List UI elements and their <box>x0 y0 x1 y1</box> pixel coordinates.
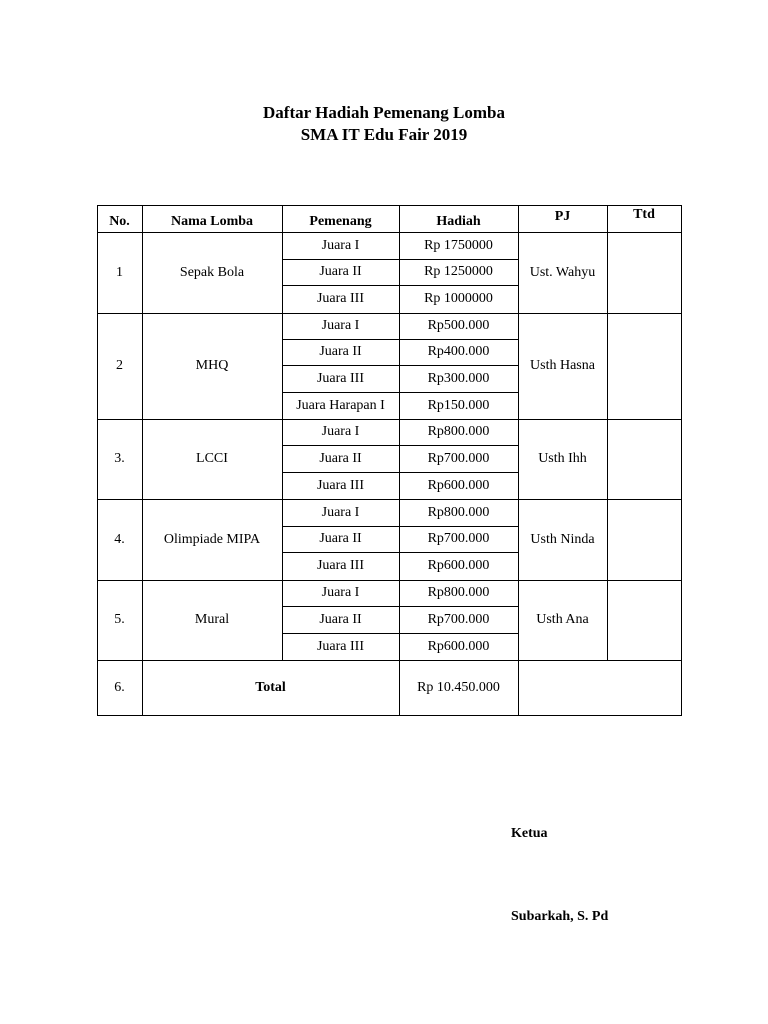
table-row-pj: Usth Ihh <box>538 451 587 466</box>
table-row-hadiah: Rp700.000 <box>427 450 490 466</box>
table-row-hadiah: Rp400.000 <box>427 344 490 359</box>
table-row-pemenang: Juara III <box>316 558 365 573</box>
table-row-hadiah: Rp600.000 <box>427 638 490 654</box>
header-no: No. <box>109 213 130 229</box>
table-row-hadiah: Rp700.000 <box>427 531 490 546</box>
table-row-hadiah: Rp600.000 <box>427 477 490 493</box>
table-row-no: 1 <box>116 264 123 280</box>
total-label: Total <box>255 679 286 695</box>
table-row-pemenang: Juara I <box>321 237 360 253</box>
table-row-pemenang: Juara II <box>319 450 362 466</box>
table-row-nama-lomba: MHQ <box>195 358 229 373</box>
table-row-pemenang: Juara III <box>316 291 365 306</box>
table-row-pj: Ust. Wahyu <box>529 264 596 280</box>
table-row-hadiah: Rp800.000 <box>427 585 490 600</box>
table-row-pj: Usth Ninda <box>530 531 595 547</box>
document-title: Daftar Hadiah Pemenang Lomba <box>263 103 505 122</box>
table-row-nama-lomba: Mural <box>194 612 230 627</box>
header-ttd: Ttd <box>633 207 655 222</box>
table-row-pemenang: Juara II <box>319 264 362 279</box>
table-row-hadiah: Rp 1750000 <box>424 237 493 253</box>
table-row-nama-lomba: LCCI <box>196 451 228 466</box>
table-row-pemenang: Juara III <box>316 477 365 493</box>
table-row-pemenang: Juara III <box>316 370 365 386</box>
total-hadiah: Rp 10.450.000 <box>417 679 500 695</box>
table-row-pemenang: Juara I <box>321 585 360 600</box>
prize-table <box>97 205 681 715</box>
header-nama-lomba: Nama Lomba <box>170 213 254 229</box>
signature-name: Subarkah, S. Pd <box>511 909 609 924</box>
table-row-hadiah: Rp800.000 <box>427 424 490 439</box>
table-row-hadiah: Rp500.000 <box>427 318 490 333</box>
table-row-no: 3. <box>114 451 125 466</box>
table-row-hadiah: Rp 1000000 <box>424 291 493 306</box>
table-row-hadiah: Rp300.000 <box>427 370 490 386</box>
table-row-hadiah: Rp 1250000 <box>424 264 493 279</box>
table-row-hadiah: Rp150.000 <box>427 397 490 413</box>
table-border <box>518 660 519 715</box>
total-row-no: 6. <box>114 679 125 695</box>
table-row-hadiah: Rp700.000 <box>427 611 490 627</box>
table-row-no: 4. <box>114 531 125 547</box>
table-row-no: 2 <box>116 358 123 373</box>
table-row-pemenang: Juara I <box>321 318 360 333</box>
table-row-pemenang: Juara Harapan I <box>296 397 385 413</box>
table-row-pemenang: Juara I <box>321 424 360 439</box>
header-pj: PJ <box>554 209 571 224</box>
table-row-pemenang: Juara II <box>319 611 362 627</box>
document-subtitle: SMA IT Edu Fair 2019 <box>300 125 468 144</box>
table-row-no: 5. <box>114 612 125 627</box>
table-row-pemenang: Juara III <box>316 638 365 654</box>
table-border <box>681 205 682 716</box>
header-pemenang: Pemenang <box>309 213 372 229</box>
table-border <box>97 715 682 716</box>
table-row-nama-lomba: Olimpiade MIPA <box>163 531 261 547</box>
table-row-hadiah: Rp800.000 <box>427 504 490 520</box>
signature-role: Ketua <box>511 826 548 841</box>
table-row-pemenang: Juara II <box>319 344 362 359</box>
table-border <box>607 205 608 660</box>
table-row-nama-lomba: Sepak Bola <box>179 264 245 280</box>
table-row-pj: Usth Hasna <box>530 358 595 373</box>
table-row-hadiah: Rp600.000 <box>427 558 490 573</box>
table-row-pemenang: Juara II <box>319 531 362 546</box>
table-row-pj: Usth Ana <box>536 612 589 627</box>
header-hadiah: Hadiah <box>436 213 481 229</box>
table-row-pemenang: Juara I <box>321 504 360 520</box>
